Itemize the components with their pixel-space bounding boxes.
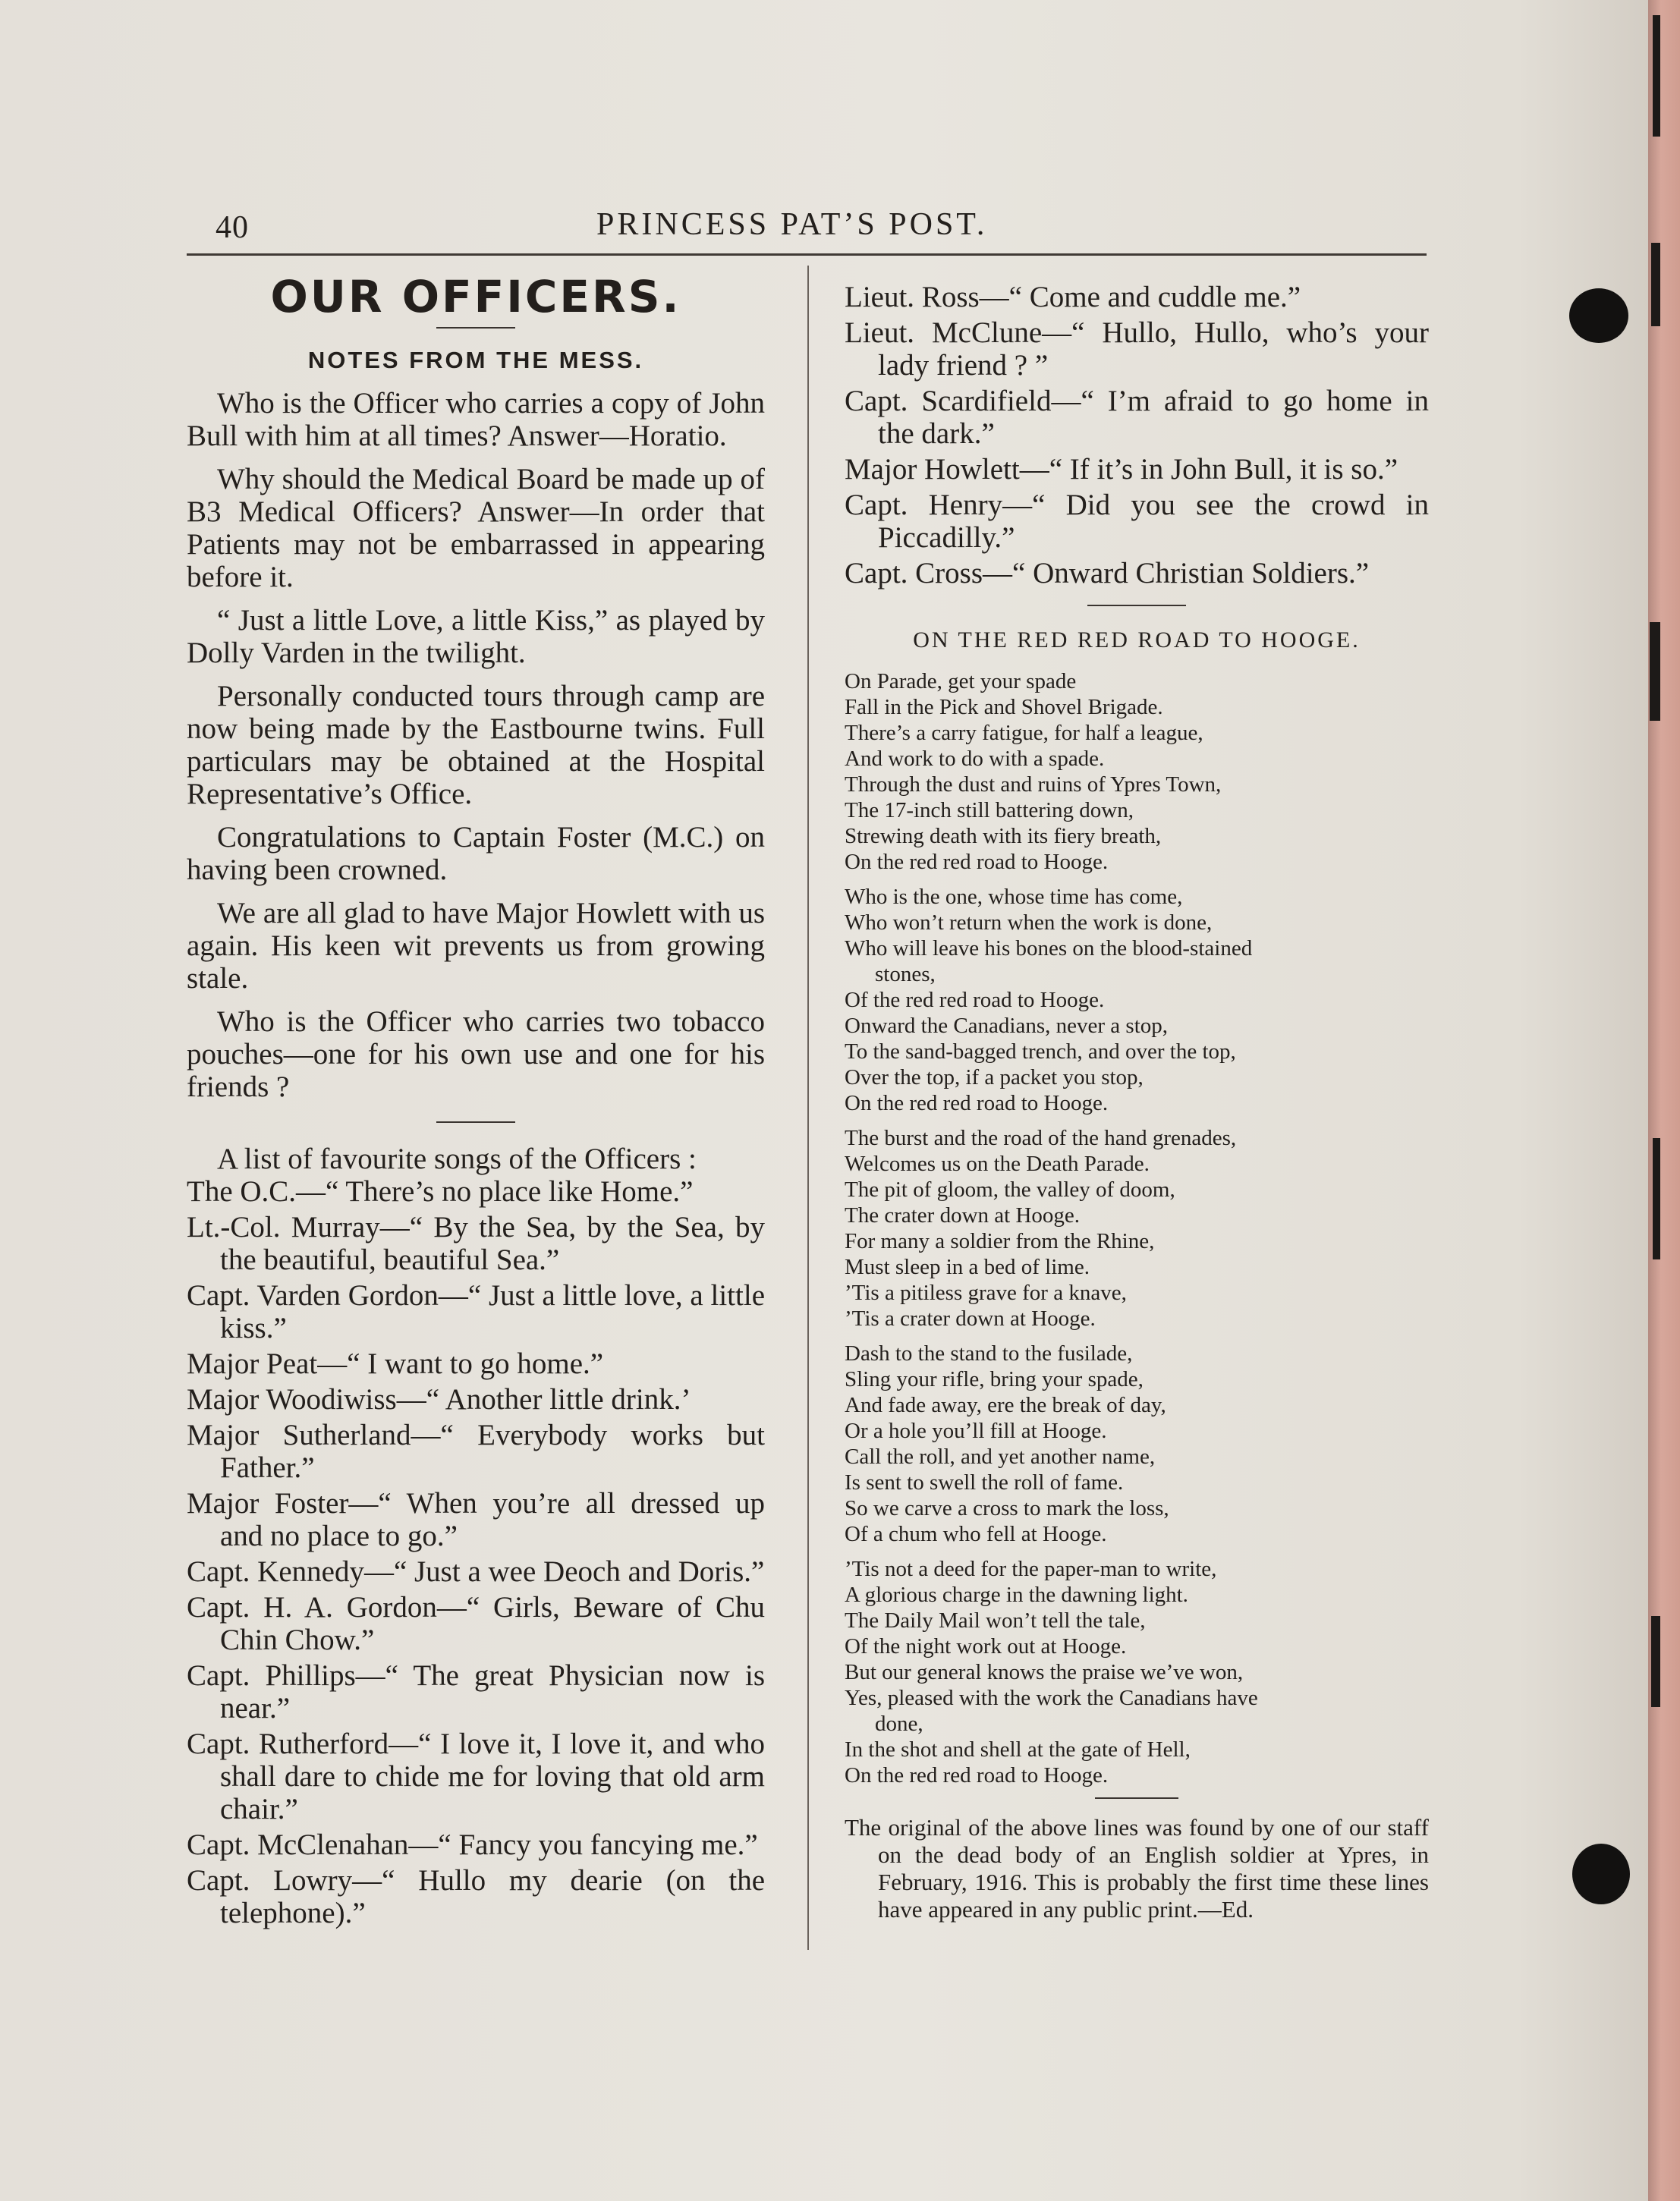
poem-line: ’Tis a pitiless grave for a knave, <box>845 1281 1127 1305</box>
poem-line: In the shot and shell at the gate of Hell, <box>845 1737 1191 1762</box>
poem-line: On the red red road to Hooge. <box>845 850 1109 874</box>
poem-line: Who won’t return when the work is done, <box>845 910 1213 935</box>
editor-note: The original of the above lines was found by one of our staff on the dead body of an English soldier at Ypres, in February, 1916. This is probably the first time these lines have appeared in any public print.—Ed. <box>845 1814 1429 1923</box>
binding-mark <box>1651 243 1660 326</box>
poem-line: done, <box>875 1712 923 1736</box>
poem-line: The burst and the road of the hand grenades, <box>845 1126 1237 1150</box>
poem-line: Of a chum who fell at Hooge. <box>845 1522 1107 1546</box>
poem-line: And work to do with a spade. <box>845 747 1105 771</box>
paragraph: We are all glad to have Major Howlett with us again. His keen wit prevents us from growing stale. <box>187 897 765 995</box>
section-title: OUR OFFICERS. <box>270 271 681 322</box>
song-item: Capt. H. A. Gordon—“ Girls, Beware of Chu Chin Chow.” <box>187 1591 765 1656</box>
poem-line: And fade away, ere the break of day, <box>845 1393 1166 1417</box>
song-item: Major Howlett—“ If it’s in John Bull, it is so.” <box>845 453 1398 486</box>
song-item: Lt.-Col. Murray—“ By the Sea, by the Sea, by the beautiful, beautiful Sea.” <box>187 1211 765 1276</box>
binding-mark <box>1651 1616 1660 1707</box>
song-item: Capt. Phillips—“ The great Physician now is near.” <box>187 1659 765 1725</box>
poem-line: The Daily Mail won’t tell the tale, <box>845 1608 1146 1633</box>
poem-stanza <box>845 884 1429 1116</box>
poem-line: Dash to the stand to the fusilade, <box>845 1341 1133 1366</box>
punch-hole <box>1569 288 1628 343</box>
column-divider <box>807 266 809 1950</box>
poem-line: Welcomes us on the Death Parade. <box>845 1152 1150 1176</box>
poem-line: Fall in the Pick and Shovel Brigade. <box>845 695 1163 719</box>
paragraph: Who is the Officer who carries a copy of John Bull with him at all times? Answer—Horatio. <box>187 387 765 452</box>
song-item: Capt. Cross—“ Onward Christian Soldiers.” <box>845 557 1370 590</box>
paragraph: “ Just a little Love, a little Kiss,” as played by Dolly Varden in the twilight. <box>187 604 765 669</box>
poem-line: Must sleep in a bed of lime. <box>845 1255 1090 1279</box>
poem-line: Of the red red road to Hooge. <box>845 988 1105 1012</box>
song-item: Capt. Rutherford—“ I love it, I love it, and who shall dare to chide me for loving that old arm chair.” <box>187 1728 765 1825</box>
poem-line: There’s a carry fatigue, for half a league, <box>845 721 1203 745</box>
song-item: Major Woodiwiss—“ Another little drink.’ <box>187 1383 691 1416</box>
poem-line: Who is the one, whose time has come, <box>845 885 1183 909</box>
header-rule <box>187 253 1427 256</box>
poem-line: A glorious charge in the dawning light. <box>845 1583 1188 1607</box>
poem-line: Through the dust and ruins of Ypres Town, <box>845 772 1222 797</box>
song-item: The O.C.—“ There’s no place like Home.” <box>187 1175 694 1208</box>
poem-line: stones, <box>875 962 936 986</box>
poem-stanza <box>845 1341 1429 1547</box>
poem-line: On Parade, get your spade <box>845 669 1077 693</box>
poem-line: On the red red road to Hooge. <box>845 1091 1109 1115</box>
poem-line: Onward the Canadians, never a stop, <box>845 1014 1169 1038</box>
punch-hole <box>1572 1844 1630 1904</box>
poem-line: The 17-inch still battering down, <box>845 798 1134 822</box>
poem-line: So we carve a cross to mark the loss, <box>845 1496 1169 1520</box>
page-edge <box>1648 0 1680 2201</box>
paragraph: Who is the Officer who carries two tobacco pouches—one for his own use and one for his friends ? <box>187 1005 765 1103</box>
song-item: Major Foster—“ When you’re all dressed up and no place to go.” <box>187 1487 765 1552</box>
title-rule <box>436 327 515 329</box>
poem-line: Or a hole you’ll fill at Hooge. <box>845 1419 1107 1443</box>
divider-rule <box>1095 1797 1178 1799</box>
section-subtitle: NOTES FROM THE MESS. <box>307 347 644 373</box>
poem-line: But our general knows the praise we’ve won, <box>845 1660 1244 1684</box>
song-item: Capt. Henry—“ Did you see the crowd in Piccadilly.” <box>845 489 1429 554</box>
song-item: Lieut. McClune—“ Hullo, Hullo, who’s your lady friend ? ” <box>845 316 1429 382</box>
paragraph: Personally conducted tours through camp are now being made by the Eastbourne twins. Full particulars may be obtained at the Hospital Representative’s Office. <box>187 680 765 810</box>
song-list <box>187 1175 765 1929</box>
paragraph: Why should the Medical Board be made up of B3 Medical Officers? Answer—In order that Patients may not be embarrassed in appearing before it. <box>187 463 765 593</box>
poem-stanza <box>845 1125 1429 1332</box>
poem-line: Sling your rifle, bring your spade, <box>845 1367 1144 1391</box>
left-column <box>187 273 765 1932</box>
song-item: Capt. Scardifield—“ I’m afraid to go home in the dark.” <box>845 385 1429 450</box>
page-header <box>187 203 1427 253</box>
poem-line: For many a soldier from the Rhine, <box>845 1229 1155 1253</box>
song-item: Capt. Varden Gordon—“ Just a little love, a little kiss.” <box>187 1279 765 1344</box>
poem-line: Over the top, if a packet you stop, <box>845 1065 1144 1089</box>
binding-mark <box>1650 622 1660 721</box>
song-item: Capt. McClenahan—“ Fancy you fancying me.” <box>187 1828 758 1861</box>
poem-line: The pit of gloom, the valley of doom, <box>845 1178 1175 1202</box>
page-number: 40 <box>216 210 249 245</box>
poem-line: On the red red road to Hooge. <box>845 1763 1109 1788</box>
poem-line: Of the night work out at Hooge. <box>845 1634 1127 1659</box>
poem-line: Is sent to swell the roll of fame. <box>845 1470 1124 1495</box>
poem <box>845 668 1429 1788</box>
poem-line: ’Tis not a deed for the paper-man to write, <box>845 1557 1217 1581</box>
binding-mark <box>1653 15 1660 137</box>
poem-line: ’Tis a crater down at Hooge. <box>845 1306 1096 1331</box>
paragraph: Congratulations to Captain Foster (M.C.) on having been crowned. <box>187 821 765 886</box>
right-column <box>845 281 1429 1923</box>
song-item: Capt. Kennedy—“ Just a wee Deoch and Doris.” <box>187 1555 765 1588</box>
divider-rule <box>436 1121 515 1123</box>
songs-intro: A list of favourite songs of the Officers : <box>217 1143 697 1175</box>
poem-line: Strewing death with its fiery breath, <box>845 824 1162 848</box>
poem-line: The crater down at Hooge. <box>845 1203 1081 1228</box>
song-list-continued <box>845 281 1429 590</box>
poem-stanza <box>845 668 1429 875</box>
song-item: Major Sutherland—“ Everybody works but Father.” <box>187 1419 765 1484</box>
poem-line: Who will leave his bones on the blood-stained <box>845 936 1253 961</box>
poem-stanza <box>845 1556 1429 1788</box>
song-item: Major Peat—“ I want to go home.” <box>187 1347 604 1380</box>
poem-line: Yes, pleased with the work the Canadians have <box>845 1686 1258 1710</box>
poem-line: Call the roll, and yet another name, <box>845 1445 1156 1469</box>
divider-rule <box>1087 605 1186 606</box>
binding-mark <box>1653 1138 1660 1259</box>
poem-line: To the sand-bagged trench, and over the top, <box>845 1039 1236 1064</box>
song-item: Capt. Lowry—“ Hullo my dearie (on the telephone).” <box>187 1864 765 1929</box>
poem-title: ON THE RED RED ROAD TO HOOGE. <box>913 627 1361 652</box>
song-item: Lieut. Ross—“ Come and cuddle me.” <box>845 281 1301 313</box>
running-title: PRINCESS PAT’S POST. <box>596 207 988 242</box>
